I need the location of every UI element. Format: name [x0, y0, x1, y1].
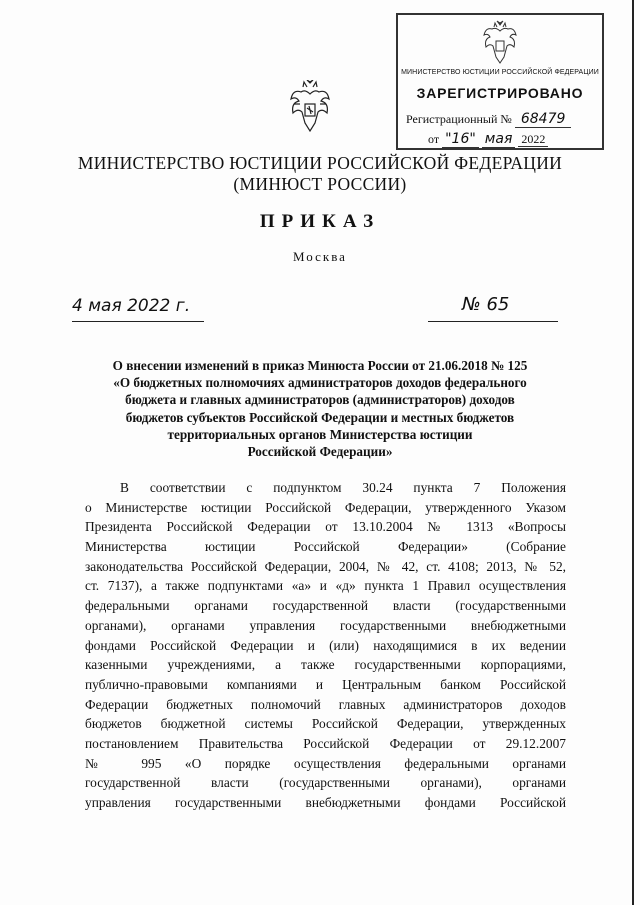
- body-line: органами), органами управления государственными внебюджетными: [85, 617, 566, 633]
- order-title: ПРИКАЗ: [259, 211, 381, 232]
- stamp-date-year: 2022: [518, 132, 548, 147]
- order-number-underline: [428, 321, 558, 322]
- stamp-date-month: мая: [482, 131, 516, 148]
- title-line: территориальных органов Министерства юстиции: [167, 426, 473, 442]
- stamp-registration-number: [406, 111, 571, 127]
- stamp-date: [428, 131, 548, 147]
- ministry-heading: [0, 153, 640, 195]
- body-line: фондами Российской Федерации и (или) находящимися в их ведении: [85, 637, 566, 653]
- body-line: № 995 «О порядке осуществления федеральными органами: [85, 755, 566, 771]
- body-line: государственной власти (государственными органами), органами: [85, 775, 566, 791]
- body-line: Президента Российской Федерации от 13.10.2004 № 1313 «Вопросы: [85, 519, 566, 535]
- body-line: управления государственными внебюджетными фондами Российской: [85, 795, 566, 810]
- body-text: [85, 478, 566, 813]
- title-line: Российской Федерации»: [247, 444, 393, 460]
- body-line: постановлением Правительства Российской Федерации от 29.12.2007: [85, 735, 566, 751]
- body-line: Федерации бюджетных полномочий главных администраторов доходов: [85, 696, 566, 712]
- ministry-short-name: (МИНЮСТ РОССИИ): [233, 174, 407, 194]
- body-line: ст. 7137), а также подпунктами «а» и «д» пункта 1 Правил осуществления: [85, 578, 566, 594]
- body-line: публично-правовыми компаниями и Центральным банком Российской: [85, 676, 566, 692]
- body-line: бюджетов бюджетной системы Российской Федерации, утвержденных: [85, 716, 566, 732]
- stamp-ministry: МИНИСТЕРСТВО ЮСТИЦИИ РОССИЙСКОЙ ФЕДЕРАЦИИ: [401, 69, 599, 76]
- stamp-date-day: "16": [442, 131, 479, 148]
- body-line: о Министерстве юстиции Российской Федерации, утвержденного Указом: [85, 499, 566, 515]
- title-line: бюджета и главных администраторов (администраторов) доходов: [125, 392, 515, 408]
- city: Москва: [293, 249, 347, 264]
- stamp-date-prefix: от: [428, 132, 440, 146]
- stamp-reg-number: 68479: [515, 111, 572, 128]
- order-date-underline: [72, 321, 204, 322]
- order-number: № 65: [462, 294, 510, 315]
- ministry-name: МИНИСТЕРСТВО ЮСТИЦИИ РОССИЙСКОЙ ФЕДЕРАЦИИ: [77, 153, 563, 173]
- body-line: В соответствии с подпунктом 30.24 пункта 7 Положения: [120, 480, 566, 495]
- stamp-reg-label: Регистрационный №: [406, 112, 512, 126]
- title-line: О внесении изменений в приказ Минюста России от 21.06.2018 № 125: [112, 358, 528, 373]
- document-title: [60, 357, 580, 460]
- state-emblem-icon: [288, 80, 332, 134]
- order-date: 4 мая 2022 г.: [72, 296, 191, 316]
- body-line: казенными учреждениями, а также государственными корпорациями,: [85, 657, 566, 673]
- scan-edge-line: [632, 0, 634, 905]
- title-line: бюджетов субъектов Российской Федерации и местных бюджетов: [125, 409, 515, 425]
- body-line: федеральными органами государственной власти (государственными: [85, 598, 566, 614]
- registration-stamp: [396, 13, 604, 150]
- stamp-status: ЗАРЕГИСТРИРОВАНО: [416, 85, 584, 101]
- body-line: законодательства Российской Федерации, 2004, № 42, ст. 4108; 2013, № 52,: [85, 558, 566, 574]
- stamp-emblem-icon: [480, 19, 520, 69]
- title-line: «О бюджетных полномочиях администраторов доходов федерального: [113, 375, 527, 391]
- body-line: Министерства юстиции Российской Федерации» (Собрание: [85, 539, 566, 555]
